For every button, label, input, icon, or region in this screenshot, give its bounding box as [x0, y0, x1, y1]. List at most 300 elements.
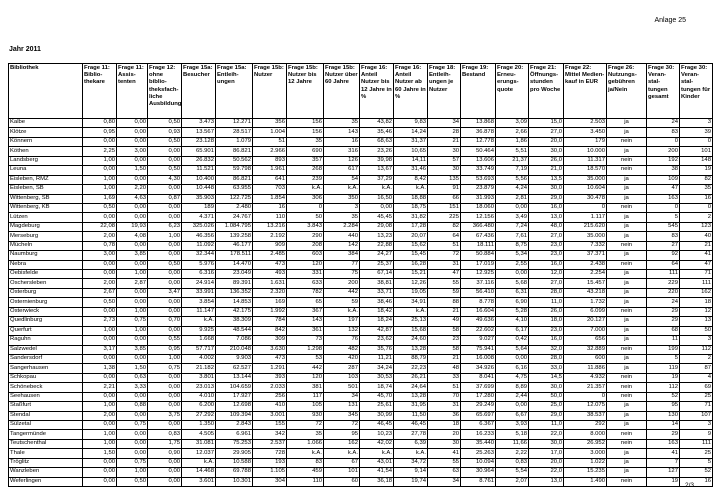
table-cell: 16,28 [394, 260, 428, 269]
table-cell: 12.778 [461, 137, 496, 146]
table-cell: 0,00 [117, 260, 148, 269]
table-cell: 6,90 [496, 298, 529, 307]
table-cell: 7.332 [564, 241, 607, 250]
table-cell: 82 [680, 175, 713, 184]
table-cell: 6,16 [496, 364, 529, 373]
table-cell: 9 [680, 430, 713, 439]
table-cell: 8.778 [461, 298, 496, 307]
table-cell: 350 [324, 194, 360, 203]
table-cell: nein [607, 241, 647, 250]
table-cell: nein [607, 392, 647, 401]
table-cell: 30,0 [529, 147, 564, 156]
table-cell: 26,0 [529, 307, 564, 316]
table-cell: 86.821 [216, 147, 253, 156]
table-cell: 15,0 [529, 119, 564, 128]
table-cell: 8.000 [564, 430, 607, 439]
table-cell: 442 [287, 364, 324, 373]
table-cell: 0,55 [148, 336, 182, 345]
table-row [9, 458, 713, 467]
table-cell: 1.084.795 [216, 222, 253, 231]
table-row [9, 317, 713, 326]
table-cell: 18.570 [564, 166, 607, 175]
table-cell: 13.567 [182, 128, 216, 137]
table-cell: 3.601 [182, 477, 216, 486]
table-cell: 1.004 [253, 128, 287, 137]
table-cell: 15,68 [394, 326, 428, 335]
table-cell: 2,87 [117, 279, 148, 288]
table-cell: 2,73 [83, 317, 117, 326]
table-cell: 10.588 [216, 458, 253, 467]
table-cell: 50.884 [461, 251, 496, 260]
table-cell: 13.606 [461, 156, 496, 165]
table-cell: ja [607, 185, 647, 194]
table-cell: 633 [287, 279, 324, 288]
table-cell: 442 [324, 288, 360, 297]
table-cell: k.A. [324, 185, 360, 194]
table-cell: 163 [647, 194, 680, 203]
table-cell: 0,00 [117, 430, 148, 439]
table-cell: 31 [428, 260, 461, 269]
table-cell: 1,00 [83, 439, 117, 448]
table-cell: 1,00 [117, 468, 148, 477]
library-name-cell: Osterburg [9, 288, 83, 297]
library-name-cell: Landsberg [9, 156, 83, 165]
table-cell: 8.041 [461, 373, 496, 382]
table-cell: 16.008 [461, 354, 496, 363]
table-row [9, 477, 713, 486]
table-cell: 9,83 [394, 119, 428, 128]
library-name-cell: Osternienburg [9, 298, 83, 307]
table-cell: nein [607, 430, 647, 439]
table-cell: 42,02 [360, 439, 394, 448]
table-row [9, 392, 713, 401]
table-cell: 210.048 [216, 345, 253, 354]
table-cell: nein [607, 203, 647, 212]
table-header-row [9, 64, 713, 119]
table-cell: 0,93 [148, 128, 182, 137]
table-cell: 1.105 [253, 468, 287, 477]
table-cell: 46,45 [360, 421, 394, 430]
table-cell: 617 [324, 166, 360, 175]
table-cell: 67,14 [360, 270, 394, 279]
table-cell: 0,83 [496, 458, 529, 467]
table-cell: 440 [324, 232, 360, 241]
column-header: Frage 16: Anteil Nutzer bis 12 Jahre in % [360, 64, 394, 119]
table-cell: 21.182 [182, 364, 216, 373]
table-cell: 89.391 [216, 279, 253, 288]
table-cell: 73 [287, 336, 324, 345]
table-cell: 38,46 [360, 298, 394, 307]
table-cell: 5,51 [496, 147, 529, 156]
table-cell: ja [607, 326, 647, 335]
table-row [9, 185, 713, 194]
table-cell: 43,01 [360, 458, 394, 467]
table-cell: 126 [324, 156, 360, 165]
table-cell: 0,50 [148, 166, 182, 175]
library-name-cell: Schönebeck [9, 383, 83, 392]
table-cell: 23.049 [216, 270, 253, 279]
table-cell: 83 [647, 232, 680, 241]
table-cell: 10.000 [564, 147, 607, 156]
table-cell: 18,88 [394, 194, 428, 203]
table-cell: 1,00 [83, 185, 117, 194]
table-cell: 0 [680, 137, 713, 146]
table-cell: ja [607, 317, 647, 326]
table-cell: 21,0 [529, 166, 564, 175]
table-cell: 112 [647, 383, 680, 392]
table-cell: 31 [428, 402, 461, 411]
table-cell: 366.480 [461, 222, 496, 231]
table-cell: 493 [253, 270, 287, 279]
table-cell: 35 [287, 430, 324, 439]
table-cell: 19,93 [117, 222, 148, 231]
table-cell: 459 [287, 468, 324, 477]
table-cell: 34 [324, 392, 360, 401]
library-name-cell: Wittenberg, SB [9, 194, 83, 203]
table-cell: 14.468 [182, 468, 216, 477]
table-cell: 28 [428, 128, 461, 137]
table-cell: 29,0 [529, 411, 564, 420]
table-cell: 6,39 [394, 439, 428, 448]
table-cell: 38 [647, 166, 680, 175]
library-name-cell: Wanzleben [9, 468, 83, 477]
table-cell: 2,25 [83, 147, 117, 156]
table-cell: 256 [253, 392, 287, 401]
table-row [9, 421, 713, 430]
table-cell: 35 [680, 185, 713, 194]
table-cell: 325.026 [182, 222, 216, 231]
table-cell: 410 [253, 402, 287, 411]
library-name-cell: Naumburg [9, 251, 83, 260]
table-cell: 20.127 [564, 317, 607, 326]
table-row [9, 373, 713, 382]
library-name-cell: Seehausen [9, 392, 83, 401]
table-cell: 13,28 [394, 392, 428, 401]
column-header: Frage 18: Entleih-ungen je Nutzer [428, 64, 461, 119]
table-cell: 34,72 [394, 458, 428, 467]
table-cell: 0,50 [148, 137, 182, 146]
table-cell: 1,00 [117, 307, 148, 316]
table-cell: 0,00 [148, 147, 182, 156]
table-cell: 0,87 [148, 194, 182, 203]
table-cell: 41 [647, 449, 680, 458]
table-cell: 19 [647, 373, 680, 382]
table-cell: 4,24 [496, 185, 529, 194]
table-cell: 21 [428, 307, 461, 316]
table-cell: 7.086 [216, 336, 253, 345]
table-cell: nein [607, 373, 647, 382]
table-cell: 0,00 [83, 477, 117, 486]
table-cell: 11,0 [529, 298, 564, 307]
table-cell: 6.200 [182, 402, 216, 411]
table-cell: 30,0 [529, 439, 564, 448]
table-cell: 130 [647, 411, 680, 420]
table-cell: 0 [647, 203, 680, 212]
table-cell: 10.400 [182, 175, 216, 184]
table-cell: 24 [647, 298, 680, 307]
table-cell: 11.092 [182, 241, 216, 250]
table-cell: 110 [253, 213, 287, 222]
table-cell: 29.249 [461, 402, 496, 411]
table-cell: 0,00 [83, 137, 117, 146]
table-cell: 0 [564, 203, 607, 212]
table-cell: 75.253 [216, 439, 253, 448]
table-cell: 342 [253, 430, 287, 439]
table-cell: 14 [647, 421, 680, 430]
table-cell: 16,0 [529, 336, 564, 345]
table-cell: 41 [428, 449, 461, 458]
table-cell: 0,00 [148, 458, 182, 467]
table-cell: 703 [253, 185, 287, 194]
table-cell: 0,00 [83, 213, 117, 222]
table-cell: 30.964 [461, 468, 496, 477]
table-cell: k.A. [324, 449, 360, 458]
table-cell: 75 [324, 270, 360, 279]
table-cell: ja [607, 288, 647, 297]
table-cell: 29,08 [360, 222, 394, 231]
table-row [9, 402, 713, 411]
table-cell: 1,75 [148, 439, 182, 448]
table-cell: 393 [253, 373, 287, 382]
table-cell: 47 [428, 270, 461, 279]
table-cell: 1,00 [83, 402, 117, 411]
column-header: Frage 30: Veran-stal-tungen für Kinder [680, 64, 713, 119]
table-cell: 0,00 [117, 439, 148, 448]
table-cell: 110 [287, 477, 324, 486]
table-cell: 25.263 [461, 449, 496, 458]
table-cell: 52 [680, 468, 713, 477]
table-cell: ja [607, 468, 647, 477]
column-header: Frage 30: Veran-stal-tungen gesamt [647, 64, 680, 119]
table-cell: ja [607, 354, 647, 363]
table-cell: 87 [680, 364, 713, 373]
table-cell: k.A. [182, 317, 216, 326]
table-cell: 156 [287, 128, 324, 137]
table-cell: 34,24 [360, 364, 394, 373]
library-name-cell: Tröglitz [9, 458, 83, 467]
table-cell: 123 [680, 222, 713, 231]
table-cell: 4,30 [148, 175, 182, 184]
table-cell: 63.955 [216, 185, 253, 194]
table-cell: 18,0 [529, 317, 564, 326]
table-cell: 15.235 [564, 468, 607, 477]
table-cell: 0,88 [117, 402, 148, 411]
table-cell: 1,50 [83, 449, 117, 458]
table-cell: 316 [324, 147, 360, 156]
table-cell: 28,0 [529, 354, 564, 363]
table-cell: 24.914 [182, 279, 216, 288]
table-cell: 70 [428, 392, 461, 401]
table-cell: 88 [428, 298, 461, 307]
table-cell: 55 [428, 458, 461, 467]
table-cell: nein [607, 156, 647, 165]
library-name-cell: Eisleben, RMZ [9, 175, 83, 184]
table-cell: 24,60 [394, 336, 428, 345]
table-cell: ja [607, 213, 647, 222]
table-cell: ja [607, 402, 647, 411]
table-cell: 5.976 [182, 260, 216, 269]
table-cell: 18,74 [360, 383, 394, 392]
table-cell: 34 [428, 477, 461, 486]
table-cell: 0,00 [148, 185, 182, 194]
table-cell: 88,79 [394, 354, 428, 363]
table-row [9, 411, 713, 420]
table-cell: 0,00 [83, 336, 117, 345]
table-cell: 14,11 [394, 156, 428, 165]
table-cell: 3,85 [117, 251, 148, 260]
table-row [9, 222, 713, 231]
table-cell: 0,00 [117, 128, 148, 137]
table-cell: nein [607, 383, 647, 392]
table-cell: 782 [287, 288, 324, 297]
table-cell: 2,21 [83, 383, 117, 392]
table-cell: 65 [287, 298, 324, 307]
library-name-cell: Sandersdorf [9, 354, 83, 363]
table-cell: 46.356 [182, 232, 216, 241]
table-cell: 11,66 [496, 439, 529, 448]
table-cell: 7 [647, 458, 680, 467]
table-cell: 1.350 [182, 421, 216, 430]
table-cell: 1,00 [117, 326, 148, 335]
column-header: Frage 20: Erneu-erungs-quote [496, 64, 529, 119]
table-cell: 18,24 [360, 317, 394, 326]
table-cell: 13.144 [216, 373, 253, 382]
table-cell: 0,00 [496, 402, 529, 411]
year-heading: Jahr 2011 [9, 46, 41, 53]
table-cell: 0,00 [496, 354, 529, 363]
table-cell: 1.117 [564, 213, 607, 222]
table-cell: 473 [253, 354, 287, 363]
table-cell: 127 [647, 468, 680, 477]
table-cell: 6,23 [148, 222, 182, 231]
column-header: Bibliothek [9, 64, 83, 119]
table-cell: 42.175 [216, 307, 253, 316]
table-cell: 13,5 [529, 175, 564, 184]
table-cell: 0,80 [83, 119, 117, 128]
table-cell: 36 [428, 411, 461, 420]
table-cell: 306 [287, 194, 324, 203]
table-cell: 11,50 [394, 411, 428, 420]
column-header: Frage 15a: Besucher [182, 64, 216, 119]
table-cell: 60 [324, 477, 360, 486]
table-cell: 25 [680, 449, 713, 458]
table-cell: 1.291 [253, 364, 287, 373]
table-cell: 35.000 [564, 232, 607, 241]
table-cell: 28.517 [216, 128, 253, 137]
table-cell: 23.128 [182, 137, 216, 146]
table-cell: 2,00 [83, 411, 117, 420]
table-cell: 0,90 [148, 449, 182, 458]
table-cell: 16.604 [461, 307, 496, 316]
table-cell: 82 [428, 222, 461, 231]
table-cell: 0,00 [117, 392, 148, 401]
table-cell: 142 [324, 241, 360, 250]
table-cell: 30,99 [360, 411, 394, 420]
table-cell: 51 [428, 241, 461, 250]
table-row [9, 307, 713, 316]
table-cell: 0,00 [148, 213, 182, 222]
table-cell: ja [607, 194, 647, 203]
table-cell: 24.767 [216, 213, 253, 222]
library-name-cell: Mücheln [9, 241, 83, 250]
table-cell: 50 [680, 326, 713, 335]
table-cell: 54 [324, 175, 360, 184]
table-cell: ja [607, 222, 647, 231]
table-cell: 345 [324, 411, 360, 420]
table-cell: 35 [324, 119, 360, 128]
table-cell: 0,00 [117, 298, 148, 307]
table-cell: nein [607, 477, 647, 486]
table-cell: 13,67 [360, 166, 394, 175]
table-cell: ja [607, 232, 647, 241]
table-cell: 65.697 [461, 411, 496, 420]
table-cell: 0,00 [117, 175, 148, 184]
table-row [9, 270, 713, 279]
table-cell: 5 [647, 213, 680, 222]
table-cell: 14,5 [529, 373, 564, 382]
table-cell: 51 [428, 383, 461, 392]
table-cell: 7,24 [496, 222, 529, 231]
table-cell: 22,23 [394, 364, 428, 373]
table-cell: 1,38 [83, 364, 117, 373]
table-cell: 3,47 [148, 288, 182, 297]
table-cell: 17.927 [216, 392, 253, 401]
table-cell: 57 [428, 156, 461, 165]
table-cell: 18,75 [394, 203, 428, 212]
table-cell: 361 [287, 326, 324, 335]
table-cell: ja [607, 449, 647, 458]
table-cell: 220 [647, 288, 680, 297]
table-cell: 0,75 [117, 421, 148, 430]
table-cell: 107 [680, 411, 713, 420]
table-cell: 501 [324, 383, 360, 392]
table-cell: 131 [324, 402, 360, 411]
table-cell: 18 [428, 421, 461, 430]
table-cell: 3 [680, 336, 713, 345]
table-cell: 1.298 [287, 345, 324, 354]
table-cell: 1.490 [564, 477, 607, 486]
table-cell: 6.099 [564, 307, 607, 316]
table-cell: ja [607, 251, 647, 260]
table-cell: 31,46 [394, 166, 428, 175]
table-cell: 4,08 [117, 232, 148, 241]
annex-label: Anlage 25 [654, 17, 686, 24]
table-cell: 1,00 [148, 354, 182, 363]
table-cell: 33.749 [461, 166, 496, 175]
library-name-cell: Merseburg [9, 232, 83, 241]
table-cell: 420 [324, 354, 360, 363]
table-cell: nein [607, 345, 647, 354]
table-cell: 83 [647, 128, 680, 137]
table-cell: 3.801 [182, 373, 216, 382]
table-cell: 3 [324, 203, 360, 212]
table-cell: 50.464 [461, 147, 496, 156]
table-cell: 2,00 [83, 279, 117, 288]
table-cell: 15,45 [394, 251, 428, 260]
table-cell: 27,0 [529, 232, 564, 241]
table-cell: 12.271 [216, 119, 253, 128]
table-cell: 0,50 [117, 477, 148, 486]
table-cell: 13.216 [253, 222, 287, 231]
table-cell: ja [607, 336, 647, 345]
table-cell: 37,29 [360, 175, 394, 184]
table-cell: 0,00 [148, 421, 182, 430]
table-cell: 33,71 [360, 288, 394, 297]
table-cell: 290 [287, 232, 324, 241]
table-cell: 50,0 [529, 392, 564, 401]
table-cell: 23,26 [360, 147, 394, 156]
table-cell: 21.357 [564, 383, 607, 392]
